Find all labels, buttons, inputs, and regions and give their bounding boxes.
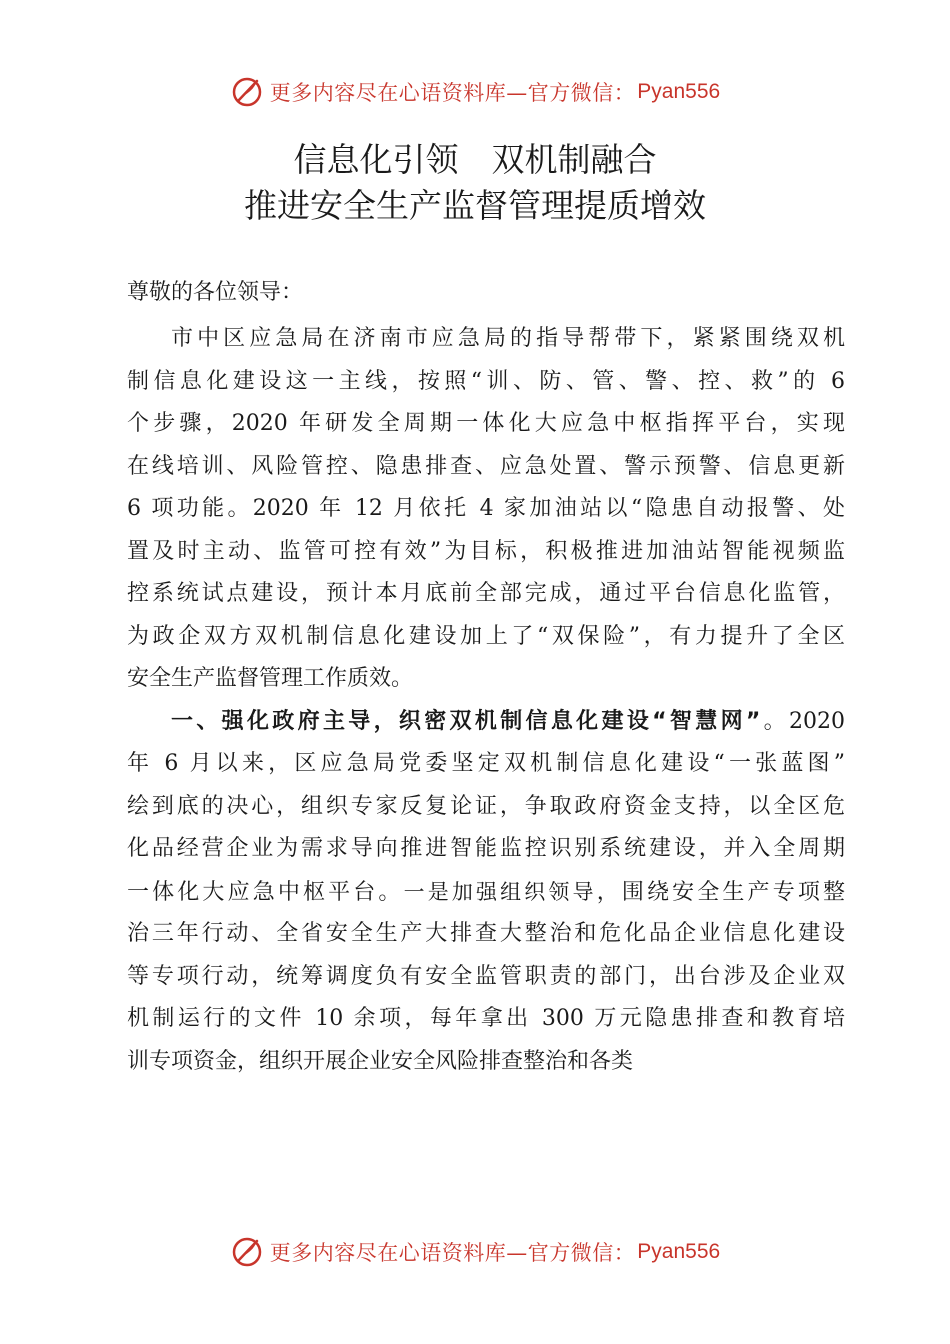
paragraph-line: 置及时主动、监管可控有效”为目标，积极推进加油站智能视频监 bbox=[127, 538, 845, 564]
paragraph-line: 个步骤，2020 年研发全周期一体化大应急中枢指挥平台，实现 bbox=[127, 411, 845, 436]
paragraph-line: 市中区应急局在济南市应急局的指导帮带下，紧紧围绕双机 bbox=[171, 326, 845, 351]
watermark-text: 更多内容尽在心语资料库—官方微信： bbox=[269, 1241, 636, 1265]
line-part: 一体化大应急中枢平台。 bbox=[127, 879, 404, 905]
header-watermark bbox=[0, 72, 950, 112]
quill-logo-icon bbox=[230, 1235, 264, 1269]
paragraph-line: 治三年行动、全省安全生产大排查大整治和危化品企业信息化建设 bbox=[127, 921, 845, 946]
paragraph-line: 6 项功能。2020 年 12 月依托 4 家加油站以“隐患自动报警、处 bbox=[127, 496, 845, 521]
paragraph-line: 机制运行的文件 10 余项，每年拿出 300 万元隐患排查和教育培 bbox=[127, 1006, 845, 1031]
paragraph-line: 制信息化建设这一主线，按照“训、防、管、警、控、救”的 6 bbox=[127, 368, 845, 394]
watermark-text: 更多内容尽在心语资料库—官方微信： bbox=[269, 81, 636, 105]
paragraph-line: 年 6 月以来，区应急局党委坚定双机制信息化建设“一张蓝图” bbox=[127, 751, 845, 776]
line-part: ，围绕安全生产专项整 bbox=[596, 879, 845, 905]
section-heading-line bbox=[127, 701, 845, 744]
paragraph-line: 在线培训、风险管控、隐患排查、应急处置、警示预警、信息更新 bbox=[127, 453, 845, 479]
footer-watermark bbox=[0, 1232, 950, 1272]
paragraph-line: 绘到底的决心，组织专家反复论证，争取政府资金支持，以全区危 bbox=[127, 793, 845, 819]
paragraph-line: 安全生产监督管理工作质效。 bbox=[127, 666, 414, 691]
paragraph-line: 控系统试点建设，预计本月底前全部完成，通过平台信息化监管， bbox=[127, 581, 845, 606]
watermark-brand: Pyan556 bbox=[637, 1240, 721, 1263]
paragraph-line: 训专项资金，组织开展企业安全风险排查整治和各类 bbox=[127, 1048, 634, 1074]
page-title-line-2: 推进安全生产监督管理提质增效 bbox=[244, 186, 706, 225]
section-heading-tail: 。2020 bbox=[760, 708, 845, 734]
paragraph-line: 为政企双方双机制信息化建设加上了“双保险”，有力提升了全区 bbox=[127, 623, 845, 649]
salutation: 尊敬的各位领导： bbox=[127, 280, 304, 305]
section-heading: 一、强化政府主导，织密双机制信息化建设“智慧网” bbox=[171, 708, 761, 734]
quill-logo-icon bbox=[230, 75, 264, 109]
document-body bbox=[127, 318, 845, 1083]
paragraph-line: 化品经营企业为需求导向推进智能监控识别系统建设，并入全周期 bbox=[127, 836, 845, 861]
page-title-line-1: 信息化引领 双机制融合 bbox=[293, 140, 657, 179]
paragraph-line: 等专项行动，统筹调度负有安全监管职责的部门，出台涉及企业双 bbox=[127, 963, 845, 989]
paragraph-line bbox=[127, 871, 845, 914]
watermark-brand: Pyan556 bbox=[637, 80, 721, 103]
subpoint-label: 一是加强组织领导 bbox=[403, 879, 597, 904]
